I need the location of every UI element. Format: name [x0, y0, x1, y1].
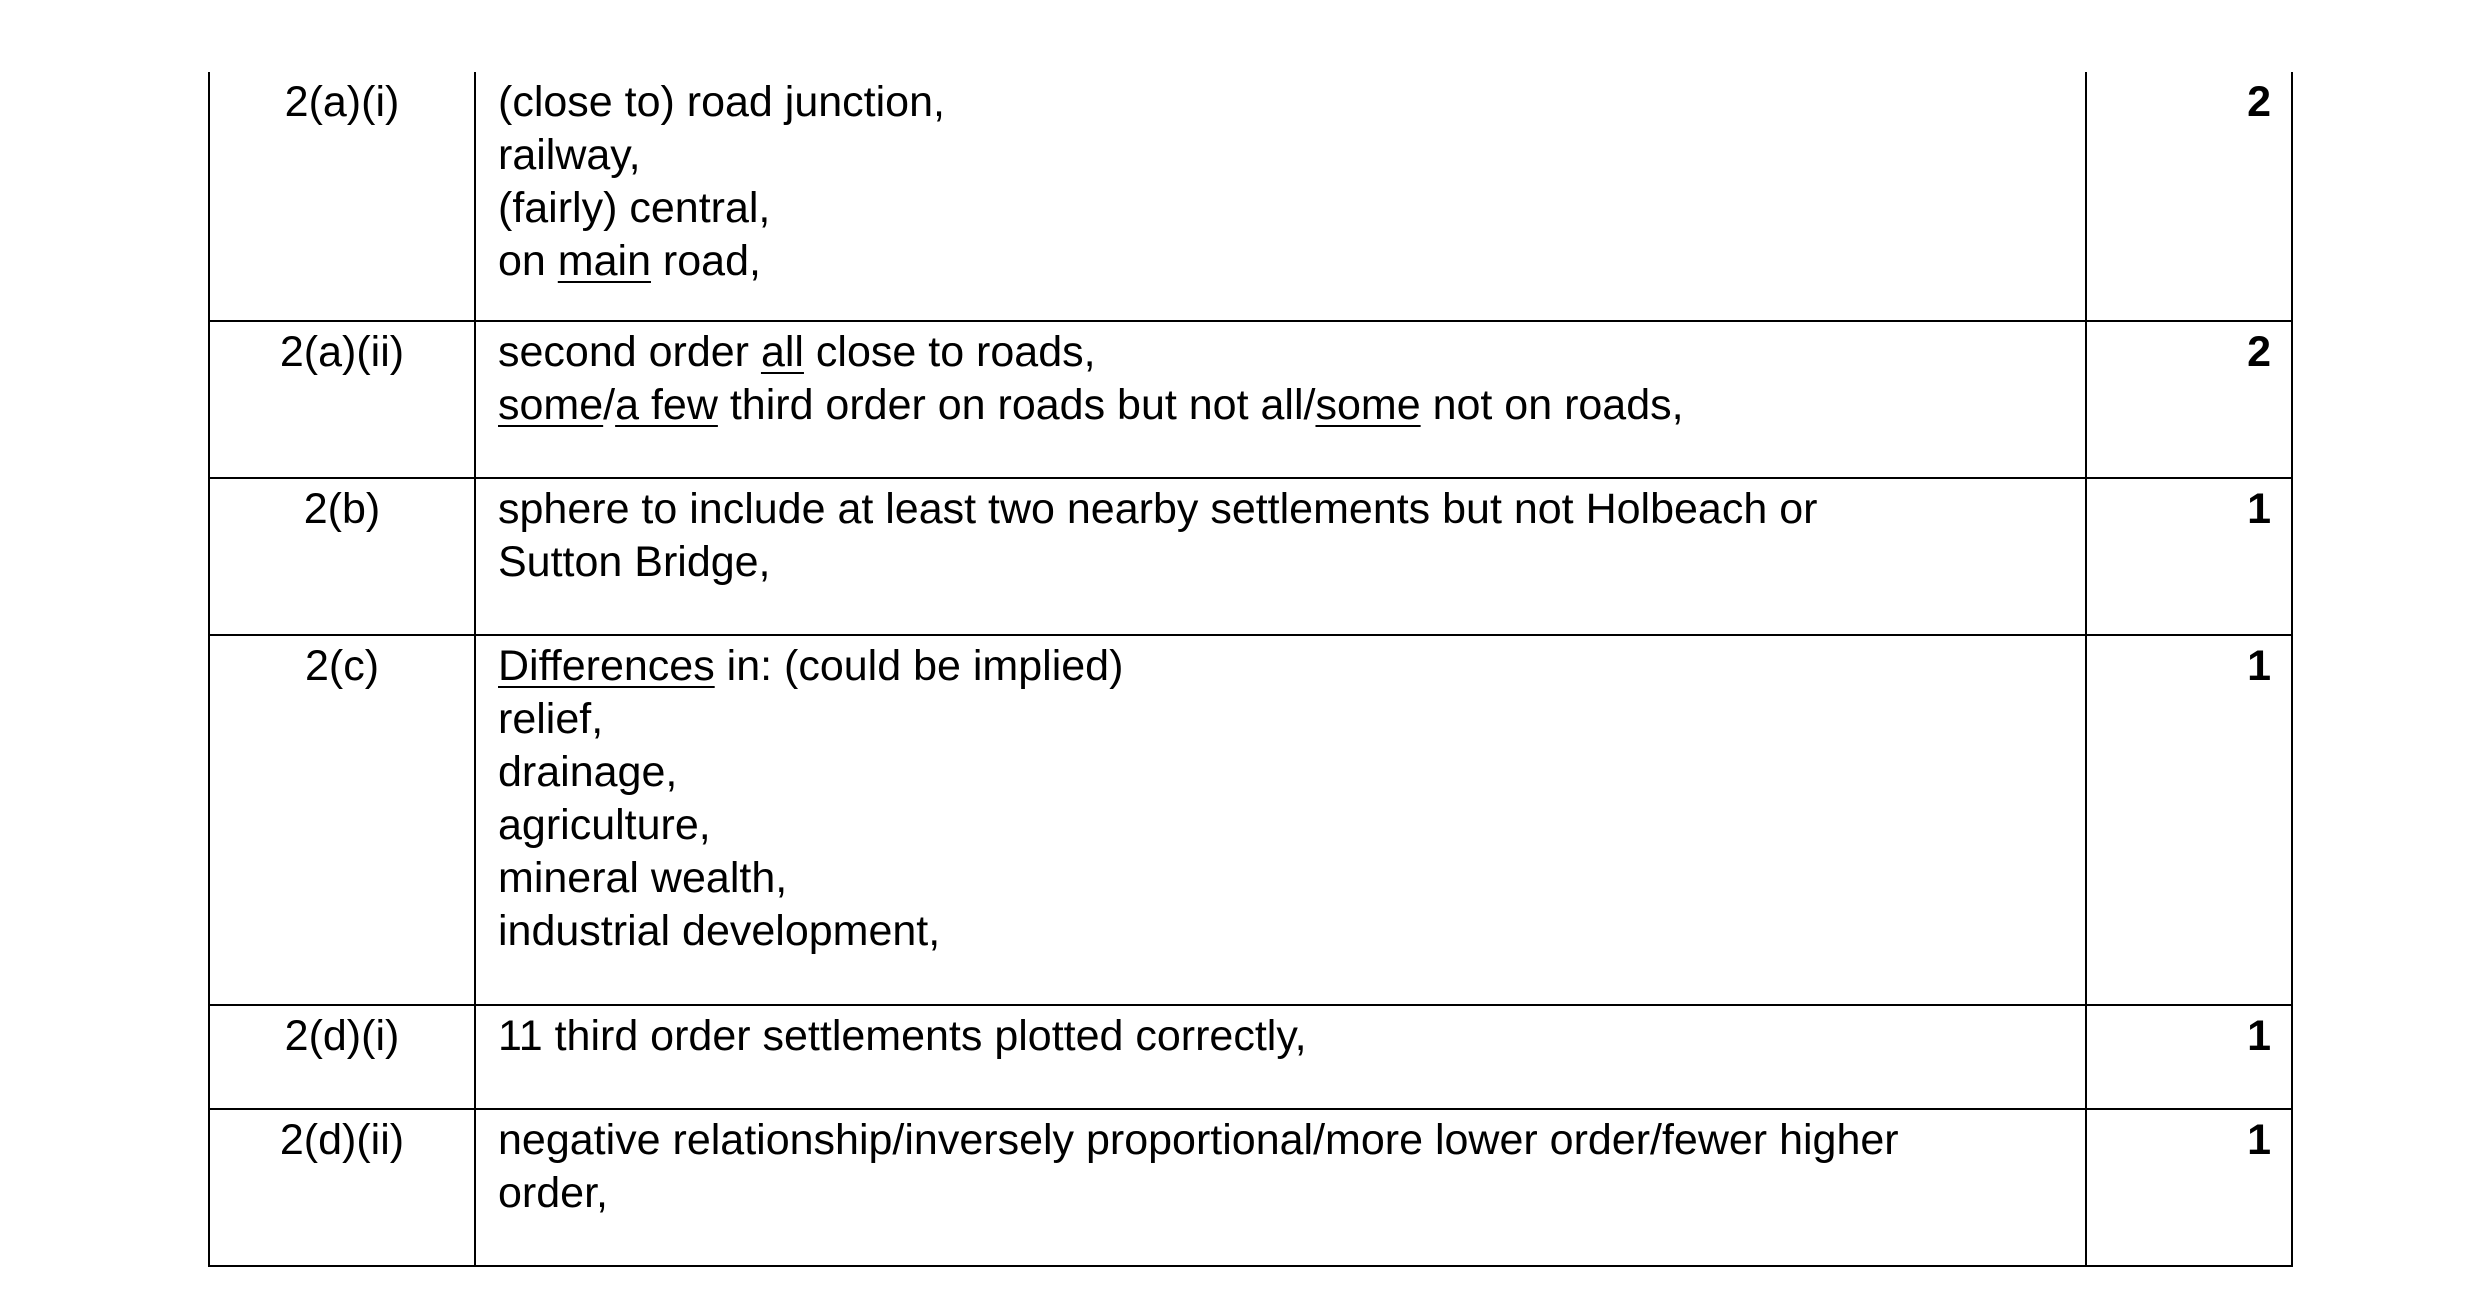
marks-cell: 2 [2086, 321, 2292, 478]
answer-cell [475, 635, 2086, 1005]
table-row [209, 635, 2292, 1005]
question-number-cell: 2(d)(ii) [209, 1109, 475, 1266]
answer-text: close to roads, [803, 328, 1096, 376]
answer-line [498, 76, 2063, 129]
answer-line [498, 1114, 2063, 1167]
answer-line [498, 799, 2063, 852]
mark-scheme-table [208, 72, 2293, 1267]
answer-cell [475, 1005, 2086, 1109]
answer-line [498, 379, 2063, 432]
question-number-cell: 2(c) [209, 635, 475, 1005]
answer-text: agriculture, [498, 801, 711, 849]
answer-line [498, 693, 2063, 746]
answer-text: on [498, 237, 558, 285]
table-row [209, 478, 2292, 635]
answer-cell [475, 1109, 2086, 1266]
underlined-keyword: some [1315, 381, 1421, 429]
answer-cell [475, 72, 2086, 321]
answer-text: (fairly) central, [498, 184, 771, 232]
answer-text: sphere to include at least two nearby settlements but not Holbeach or [498, 485, 1818, 533]
answer-line [498, 536, 2063, 589]
answer-text: second order [498, 328, 761, 376]
answer-text: in: (could be implied) [714, 642, 1124, 690]
answer-text: negative relationship/inversely proportional/more lower order/fewer higher [498, 1116, 1899, 1164]
table-row [209, 72, 2292, 321]
marks-cell: 1 [2086, 1109, 2292, 1266]
answer-line [498, 852, 2063, 905]
marks-cell: 1 [2086, 635, 2292, 1005]
answer-text: 11 third order settlements plotted correctly, [498, 1012, 1307, 1060]
answer-text: third order on roads but not all/ [717, 381, 1316, 429]
question-number-cell: 2(d)(i) [209, 1005, 475, 1109]
question-number-cell: 2(b) [209, 478, 475, 635]
underlined-keyword: all [760, 328, 804, 376]
underlined-keyword: some [498, 381, 604, 429]
answer-line [498, 182, 2063, 235]
answer-text: road, [650, 237, 761, 285]
answer-line [498, 483, 2063, 536]
answer-cell [475, 478, 2086, 635]
underlined-keyword: Differences [498, 642, 715, 690]
underlined-keyword: a few [615, 381, 718, 429]
answer-text: not on roads, [1420, 381, 1684, 429]
table-row [209, 1109, 2292, 1266]
answer-line [498, 326, 2063, 379]
marks-cell: 2 [2086, 72, 2292, 321]
question-number-cell: 2(a)(i) [209, 72, 475, 321]
answer-line [498, 235, 2063, 288]
answer-line [498, 1010, 2063, 1063]
marks-cell: 1 [2086, 1005, 2292, 1109]
answer-text: mineral wealth, [498, 854, 788, 902]
table-row [209, 1005, 2292, 1109]
answer-line [498, 746, 2063, 799]
answer-line [498, 640, 2063, 693]
answer-text: (close to) road junction, [498, 78, 945, 126]
answer-line [498, 905, 2063, 958]
answer-line [498, 129, 2063, 182]
answer-text: / [603, 381, 616, 429]
answer-text: relief, [498, 695, 604, 743]
answer-text: drainage, [498, 748, 678, 796]
answer-text: order, [498, 1169, 608, 1217]
answer-cell [475, 321, 2086, 478]
question-number-cell: 2(a)(ii) [209, 321, 475, 478]
answer-text: industrial development, [498, 907, 941, 955]
table-row [209, 321, 2292, 478]
underlined-keyword: main [557, 237, 651, 285]
answer-text: railway, [498, 131, 641, 179]
marks-cell: 1 [2086, 478, 2292, 635]
answer-text: Sutton Bridge, [498, 538, 771, 586]
answer-line [498, 1167, 2063, 1220]
